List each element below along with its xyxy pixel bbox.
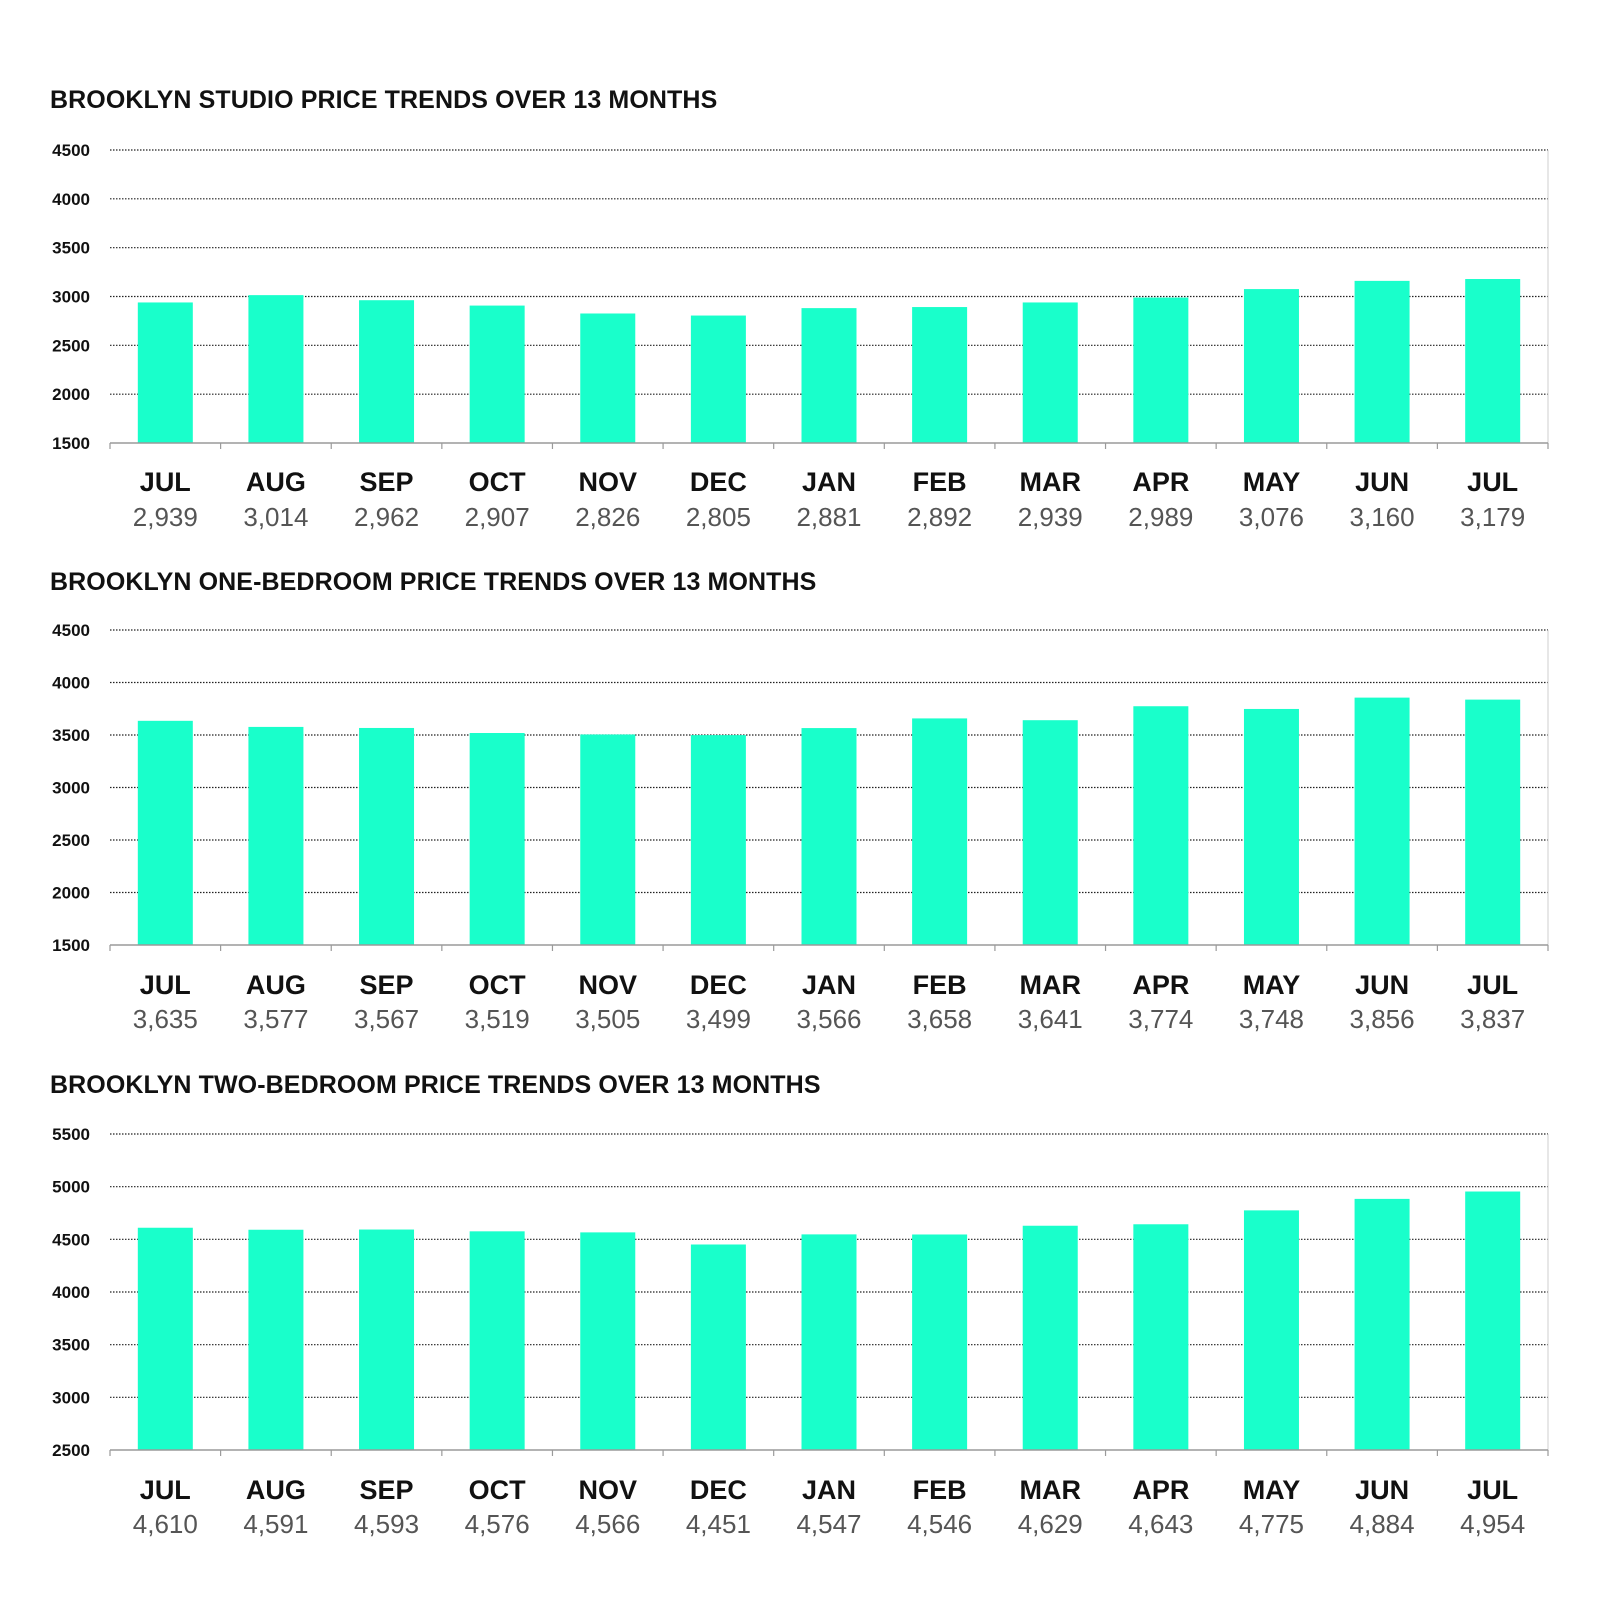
value-label: 3,748 — [1238, 1004, 1305, 1034]
y-tick-label: 1500 — [52, 434, 90, 453]
value-label: 3,160 — [1349, 502, 1415, 532]
y-tick-label: 3000 — [52, 287, 90, 307]
bar — [1244, 1210, 1299, 1450]
bar — [802, 1234, 857, 1450]
value-label: 3,076 — [1238, 502, 1305, 532]
category-label: AUG — [245, 1475, 306, 1505]
category-label: DEC — [689, 1475, 747, 1505]
bar — [912, 1234, 967, 1450]
category-label: FEB — [912, 970, 967, 1000]
category-label: MAY — [1242, 1475, 1301, 1505]
value-label: 4,775 — [1238, 1509, 1305, 1539]
category-label: NOV — [578, 970, 638, 1000]
value-label: 4,547 — [796, 1509, 862, 1539]
category-label: MAY — [1242, 970, 1301, 1000]
value-label: 3,577 — [243, 1004, 309, 1034]
studio-chart-title: BROOKLYN STUDIO PRICE TRENDS OVER 13 MONTHS — [50, 86, 718, 114]
category-label: APR — [1132, 970, 1190, 1000]
bar — [138, 1228, 193, 1450]
y-tick-label: 1500 — [52, 936, 90, 955]
y-tick-label: 4500 — [52, 1230, 90, 1250]
category-label: OCT — [468, 467, 526, 497]
one-bedroom-chart-title: BROOKLYN ONE-BEDROOM PRICE TRENDS OVER 13 MONTHS — [50, 568, 817, 596]
value-label: 3,499 — [685, 1004, 751, 1034]
category-label: APR — [1132, 467, 1190, 497]
category-label: SEP — [359, 467, 414, 497]
category-label: MAY — [1242, 467, 1301, 497]
category-label: MAR — [1019, 970, 1081, 1000]
y-tick-label: 2500 — [52, 1441, 90, 1460]
value-label: 3,856 — [1349, 1004, 1415, 1034]
bar — [691, 1244, 746, 1450]
category-label: JUL — [1467, 970, 1519, 1000]
category-label: OCT — [468, 1475, 526, 1505]
y-tick-label: 2500 — [52, 831, 90, 850]
category-label: FEB — [912, 467, 967, 497]
category-label: AUG — [245, 970, 306, 1000]
category-label: APR — [1132, 1475, 1190, 1505]
bar — [359, 1230, 414, 1450]
value-label: 3,641 — [1017, 1004, 1083, 1034]
value-label: 3,567 — [353, 1004, 420, 1034]
value-label: 2,826 — [575, 502, 641, 532]
category-label: JAN — [801, 1475, 857, 1505]
category-label: SEP — [359, 1475, 414, 1505]
value-label: 2,989 — [1128, 502, 1194, 532]
value-label: 4,591 — [243, 1509, 309, 1539]
value-label: 2,962 — [353, 502, 420, 532]
category-label: OCT — [468, 970, 526, 1000]
y-tick-label: 4000 — [52, 189, 90, 209]
y-tick-label: 5500 — [52, 1125, 90, 1144]
y-tick-label: 4500 — [52, 141, 90, 160]
y-tick-label: 3000 — [52, 1388, 90, 1408]
category-label: DEC — [689, 970, 747, 1000]
y-tick-label: 5000 — [52, 1177, 90, 1197]
category-label: AUG — [245, 467, 306, 497]
value-label: 2,939 — [132, 502, 198, 532]
value-label: 4,546 — [907, 1509, 973, 1539]
category-label: JUL — [1467, 467, 1519, 497]
value-label: 4,576 — [464, 1509, 530, 1539]
y-tick-label: 3500 — [52, 726, 90, 745]
bar — [1355, 1199, 1410, 1450]
category-label: NOV — [578, 467, 638, 497]
category-label: JAN — [801, 970, 857, 1000]
category-label: DEC — [689, 467, 747, 497]
y-tick-label: 2000 — [52, 883, 90, 903]
value-label: 3,014 — [243, 502, 309, 532]
value-label: 4,643 — [1128, 1509, 1194, 1539]
value-label: 3,519 — [464, 1004, 530, 1034]
y-tick-label: 3000 — [52, 778, 90, 798]
value-label: 3,774 — [1128, 1004, 1194, 1034]
category-label: SEP — [359, 970, 414, 1000]
bar — [1023, 1226, 1078, 1450]
category-label: NOV — [578, 1475, 638, 1505]
category-label: JUN — [1355, 467, 1410, 497]
category-label: JUL — [139, 970, 191, 1000]
value-label: 2,805 — [685, 502, 751, 532]
y-tick-label: 4000 — [52, 673, 90, 693]
value-label: 4,954 — [1460, 1509, 1526, 1539]
value-label: 3,837 — [1460, 1004, 1526, 1034]
category-label: JUL — [1467, 1475, 1519, 1505]
y-tick-label: 2000 — [52, 385, 90, 405]
y-tick-label: 3500 — [52, 238, 90, 258]
bar — [470, 1231, 525, 1450]
value-label: 2,939 — [1017, 502, 1083, 532]
y-tick-label: 2500 — [52, 336, 90, 356]
value-label: 3,658 — [907, 1004, 973, 1034]
category-label: JUL — [139, 467, 191, 497]
value-label: 3,635 — [132, 1004, 198, 1034]
category-label: MAR — [1019, 1475, 1081, 1505]
value-label: 4,884 — [1349, 1509, 1415, 1539]
category-label: JUL — [139, 1475, 191, 1505]
bar — [1465, 1192, 1520, 1450]
value-label: 2,892 — [907, 502, 973, 532]
bar — [248, 1230, 303, 1450]
value-label: 4,610 — [132, 1509, 198, 1539]
bar — [580, 1232, 635, 1450]
value-label: 4,451 — [685, 1509, 751, 1539]
y-tick-label: 4000 — [52, 1283, 90, 1302]
y-tick-label: 4500 — [52, 621, 90, 640]
value-label: 3,179 — [1460, 502, 1526, 532]
category-label: JUN — [1355, 970, 1410, 1000]
bar — [1133, 1224, 1188, 1450]
category-label: MAR — [1019, 467, 1081, 497]
value-label: 4,566 — [575, 1509, 641, 1539]
value-label: 3,566 — [796, 1004, 862, 1034]
two-bedroom-chart-title: BROOKLYN TWO-BEDROOM PRICE TRENDS OVER 13 MONTHS — [50, 1071, 821, 1099]
value-label: 4,593 — [353, 1509, 420, 1539]
category-label: FEB — [912, 1475, 967, 1505]
value-label: 2,907 — [464, 502, 530, 532]
value-label: 3,505 — [575, 1004, 641, 1034]
y-tick-label: 3500 — [52, 1335, 90, 1355]
value-label: 2,881 — [796, 502, 862, 532]
category-label: JAN — [801, 467, 857, 497]
category-label: JUN — [1355, 1475, 1410, 1505]
value-label: 4,629 — [1017, 1509, 1083, 1539]
